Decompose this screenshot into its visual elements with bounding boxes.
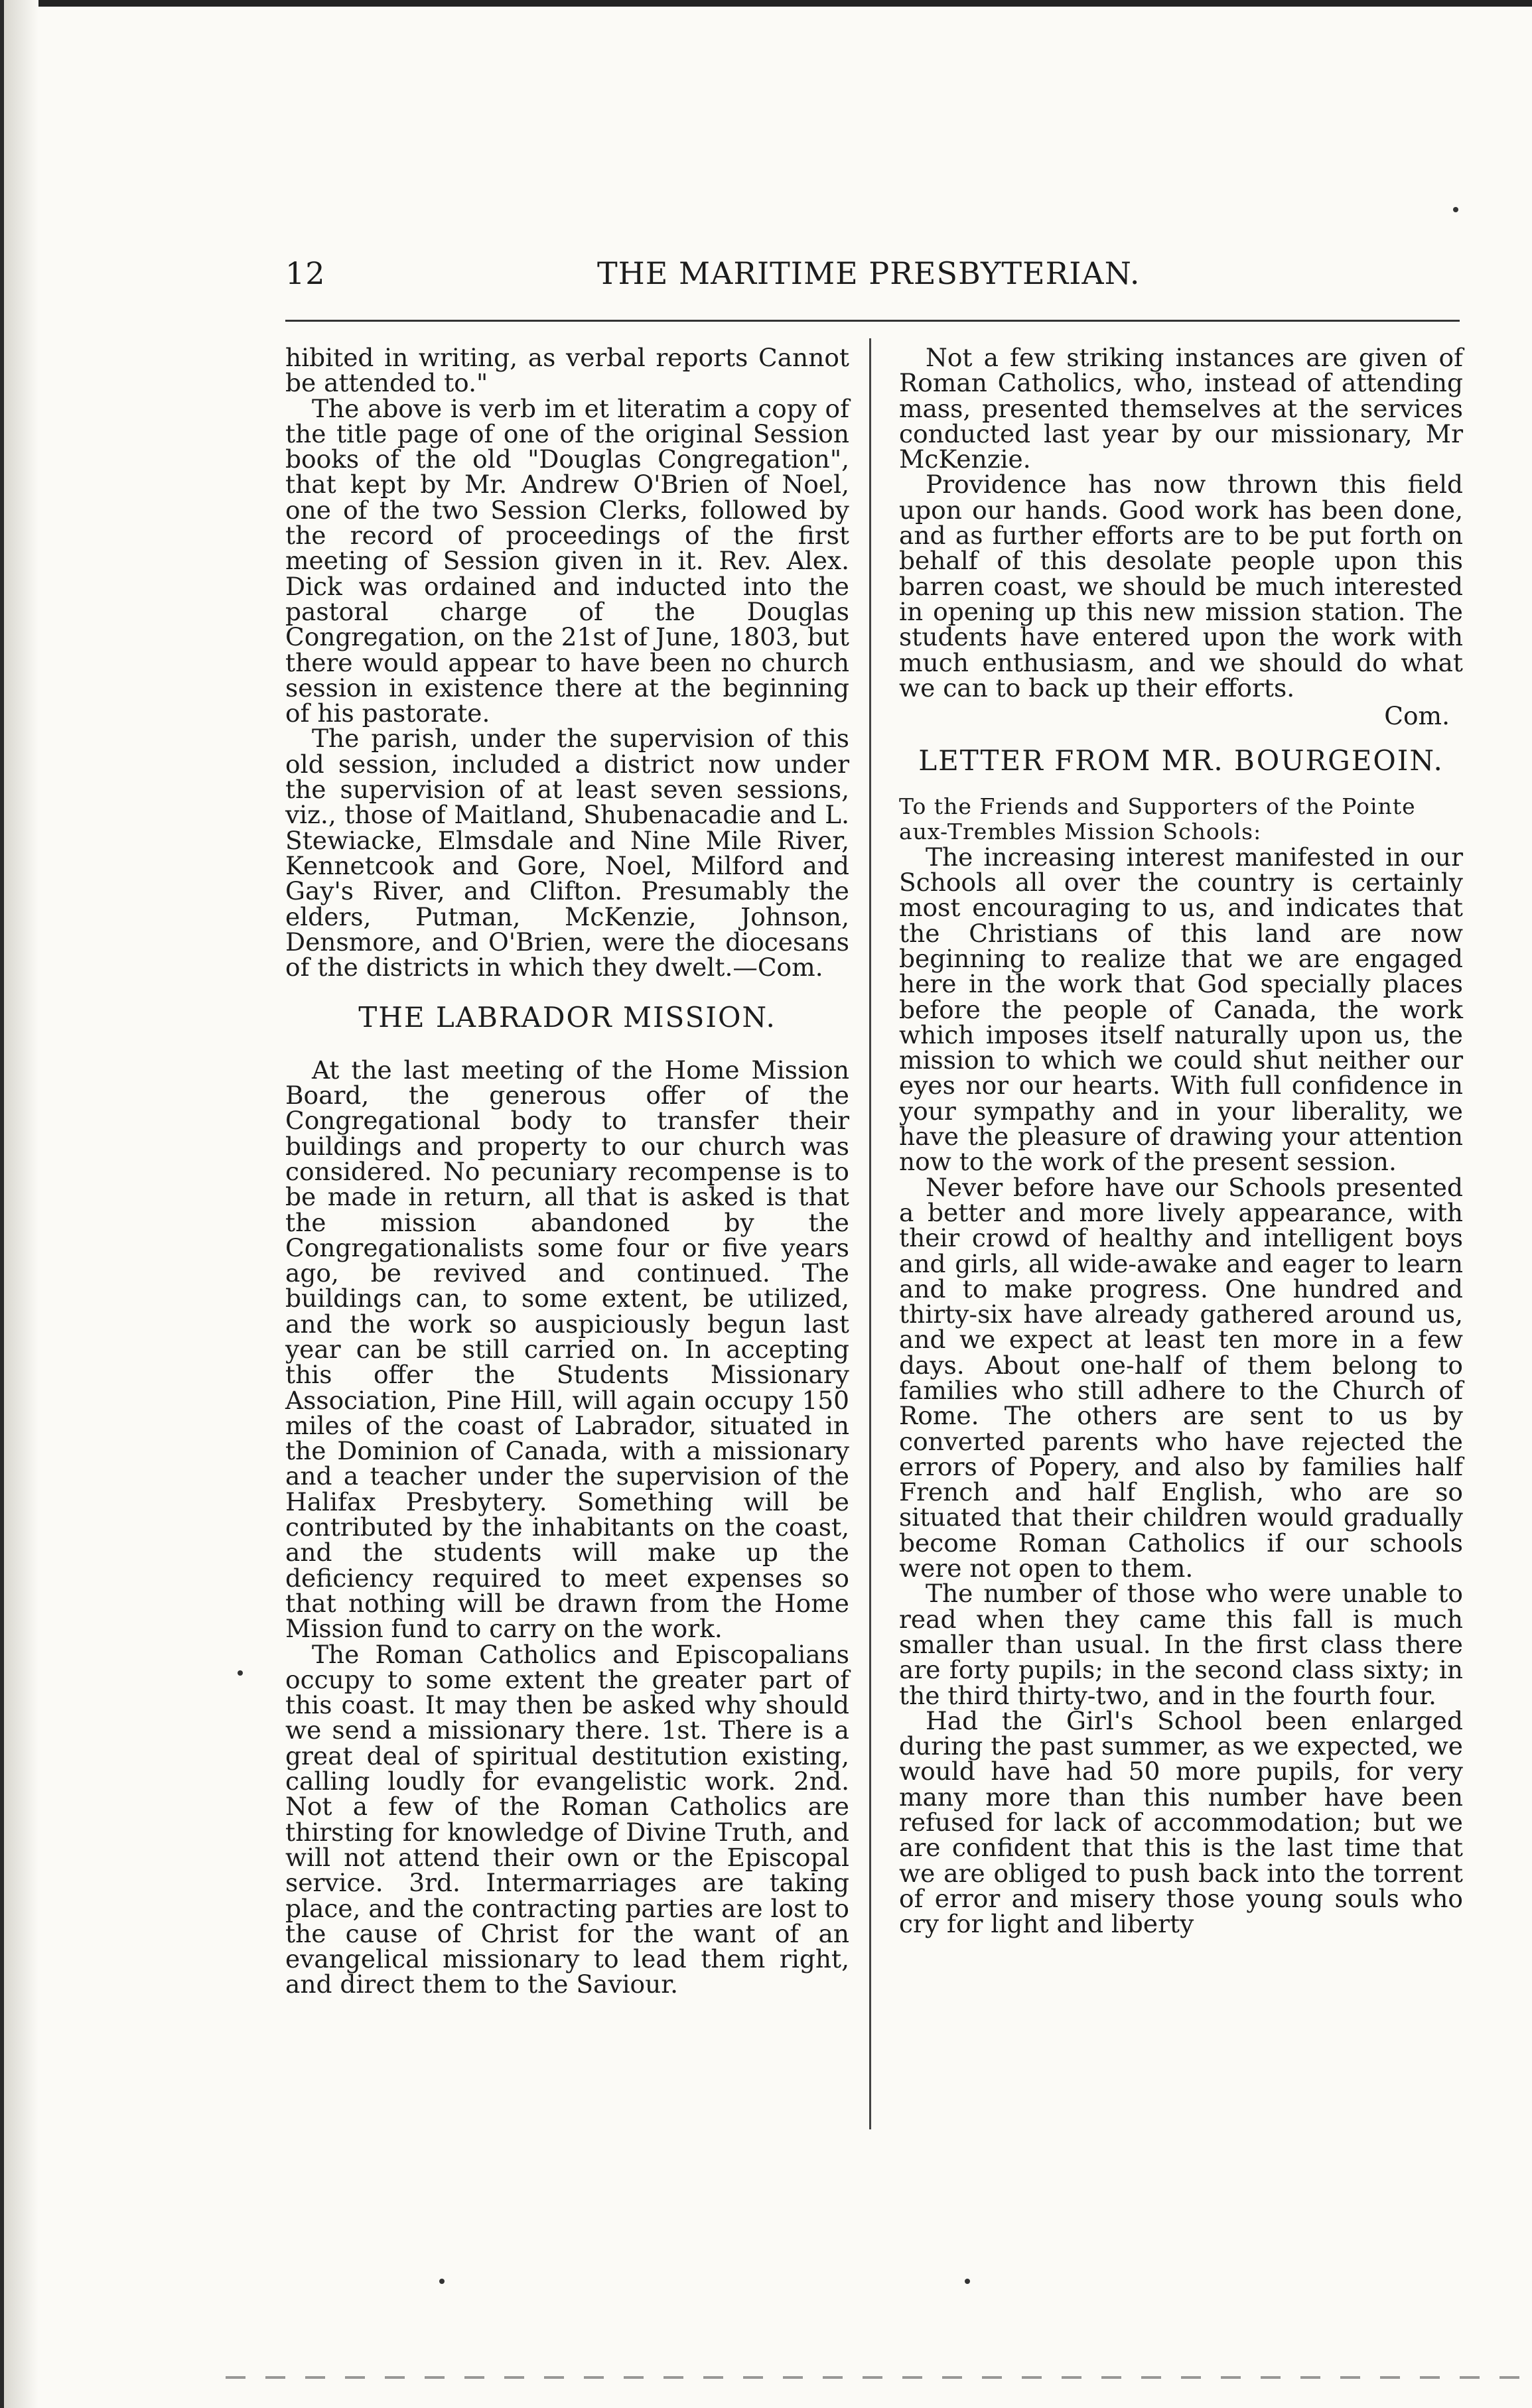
right-paragraph-3: The increasing interest manifested in our Schools all over the country is certainly most encouraging to us, and indicates that the Christians of this land are now beginning to realize that we are engaged here in the work that God specially places before the people of Canada, the work which imposes itself naturally upon us, the mission to which we could shut neither our eyes nor our hearts. With full confidence in your sympathy and in your liberality, we have the pleasure of drawing your attention now to the work of the present session. (899, 842, 1463, 1177)
left-paragraph-3: The parish, under the supervision of this old session, included a district now under the supervision of at least seven sessions, viz., those of Maitland, Shubenacadie and L. Stewiacke, Elmsdale and Nine Mile River, Kennetcook and Gore, Noel, Milford and Gay's River, and Clifton. Presumably the elders, Putman, McKenzie, Johnson, Densmore, and O'Brien, were the diocesans of the districts in which they dwelt.—Com. (285, 724, 849, 982)
left-paragraph-5: The Roman Catholics and Episcopalians occupy to some extent the greater part of this coast. It may then be asked why should we send a missionary there. 1st. There is a great deal of spiritual destitution existing, calling loudly for evangelistic work. 2nd. Not a few of the Roman Catholics are thirsting for knowledge of Divine Truth, and will not attend their own or the Episcopal service. 3rd. Intermarriages are taking place, and the contracting parties are lost to the cause of Christ for the want of an evangelical missionary to lead them right, and direct them to the Saviour. (285, 1639, 849, 1999)
labrador-mission-heading: THE LABRADOR MISSION. (358, 1001, 776, 1034)
right-column (899, 345, 1463, 1937)
ink-speck (1453, 207, 1458, 212)
left-column (285, 345, 849, 1997)
right-paragraph-4: Never before have our Schools presented a better and more lively appearance, with their crowd of healthy and intelligent boys and girls, all wide-awake and eager to learn and to make progress. One hundred and thirty-six have already gathered around us, and we expect at least ten more in a few days. About one-half of them belong to families who still adhere to the Church of Rome. The others are sent to us by converted parents who have rejected the errors of Popery, and also by families half French and half English, who are so situated that their children would gradually become Roman Catholics if our schools were not open to them. (899, 1172, 1463, 1583)
right-paragraph-5: The number of those who were unable to read when they came this fall is much smaller than usual. In the first class there are forty pupils; in the second class sixty; in the third thirty-two, and in the fourth four. (899, 1579, 1463, 1710)
journal-title: THE MARITIME PRESBYTERIAN. (597, 255, 1141, 291)
binding-edge (0, 0, 38, 2408)
right-paragraph-1: Not a few striking instances are given of Roman Catholics, who, instead of attending mass, presented themselves at the services conducted last year by our missionary, Mr McKenzie. (899, 343, 1463, 474)
letter-heading: LETTER FROM MR. BOURGEOIN. (918, 744, 1444, 777)
ink-speck (238, 1670, 243, 1676)
left-paragraph-4: At the last meeting of the Home Mission Board, the generous offer of the Congregational body to transfer their buildings and property to our church was considered. No pecuniary recompense is to be made in return, all that is asked is that the mission abandoned by the Congregationalists some four or five years ago, be revived and continued. The buildings can, to some extent, be utilized, and the work so auspiciously begun last year can be still carried on. In accepting this offer the Students Missionary Association, Pine Hill, will again occupy 150 miles of the coast of Labrador, situated in the Dominion of Canada, with a missionary and a teacher under the supervision of the Halifax Presbytery. Something will be contributed by the inhabitants on the coast, and the students will make up the deficiency required to meet expenses so that nothing will be drawn from the Home Mission fund to carry on the work. (285, 1055, 849, 1644)
page-number: 12 (285, 255, 326, 291)
ink-speck (965, 2279, 970, 2284)
right-paragraph-2: Providence has now thrown this field upon our hands. Good work has been done, and as further efforts are to be put forth on behalf of this desolate people upon this barren coast, we should be much interested in opening up this new mission station. The students have entered upon the work with much enthusiasm, and we should do what we can to back up their efforts. (899, 470, 1463, 702)
left-paragraph-2: The above is verb im et literatim a copy of the title page of one of the original Session books of the old "Douglas Congregation", that kept by Mr. Andrew O'Brien of Noel, one of the two Session Clerks, followed by the record of proceedings of the first meeting of Session given in it. Rev. Alex. Dick was ordained and inducted into the pastoral charge of the Douglas Congregation, on the 21st of June, 1803, but there would appear to have been no church session in existence there at the beginning of his pastorate. (285, 393, 849, 728)
salutation: To the Friends and Supporters of the Pointe aux-Trembles Mission Schools: (899, 793, 1416, 844)
right-paragraph-6: Had the Girl's School been enlarged during the past summer, as we expected, we would have had 50 more pupils, for very many more than this number have been refused for lack of accommodation; but we are confident that this is the last time that we are obliged to push back into the torrent of error and misery those young souls who cry for light and liberty (899, 1706, 1463, 1939)
page-header (285, 255, 1427, 302)
left-paragraph-1: hibited in writing, as verbal reports Cannot be attended to." (285, 343, 849, 398)
header-rule (285, 320, 1460, 322)
signature-com: Com. (1384, 701, 1450, 731)
ink-speck (439, 2279, 445, 2284)
bottom-edge-marks (226, 2376, 1526, 2379)
column-divider (869, 338, 871, 2129)
page-top-edge (0, 0, 1532, 7)
